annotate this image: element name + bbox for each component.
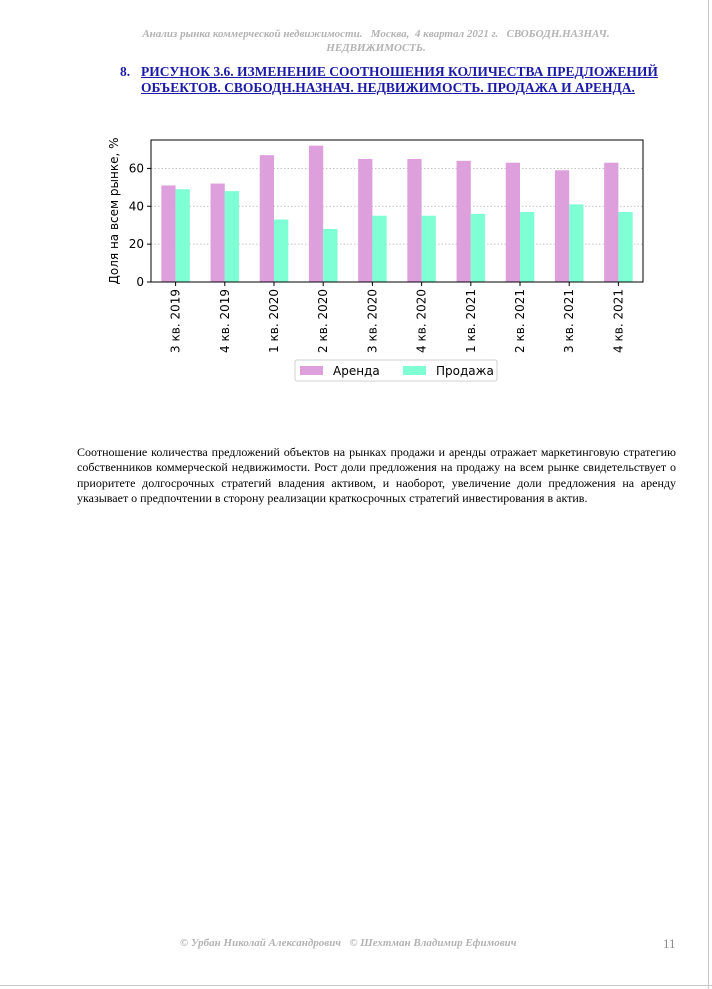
x-tick-label: 2 кв. 2020 bbox=[316, 289, 331, 353]
bar-prodazha bbox=[372, 216, 386, 282]
bar-arenda bbox=[161, 185, 175, 282]
bar-arenda bbox=[457, 161, 471, 282]
bar-prodazha bbox=[520, 212, 534, 282]
x-tick-label: 3 кв. 2019 bbox=[168, 289, 183, 353]
chart bbox=[100, 130, 660, 390]
y-tick-label: 60 bbox=[128, 161, 144, 176]
figure-heading bbox=[120, 64, 660, 96]
x-tick-label: 4 кв. 2020 bbox=[414, 289, 429, 353]
bar-arenda bbox=[555, 170, 569, 282]
legend-label-prodazha: Продажа bbox=[436, 364, 494, 378]
bar-prodazha bbox=[569, 204, 583, 282]
figure-title: РИСУНОК 3.6. ИЗМЕНЕНИЕ СООТНОШЕНИЯ КОЛИЧЕСТВА ПРЕДЛОЖЕНИЙ ОБЪЕКТОВ. СВОБОДН.НАЗНАЧ. НЕДВИЖИМОСТЬ. ПРОДАЖА И АРЕНДА. bbox=[141, 64, 658, 95]
x-tick-label: 2 кв. 2021 bbox=[513, 289, 527, 353]
figure-number: 8. bbox=[120, 64, 131, 79]
bar-arenda bbox=[506, 163, 520, 282]
bar-arenda bbox=[309, 146, 323, 282]
legend-swatch-prodazha bbox=[403, 366, 426, 375]
page-header-line2: НЕДВИЖИМОСТЬ. bbox=[326, 42, 426, 54]
bar-arenda bbox=[604, 163, 618, 282]
page-header bbox=[100, 27, 652, 55]
bar-arenda bbox=[358, 159, 372, 282]
bar-prodazha bbox=[274, 220, 288, 282]
page-header-line1: Анализ рынка коммерческой недвижимости. Москва, 4 квартал 2021 г. СВОБОДН.НАЗНАЧ. bbox=[142, 28, 610, 40]
page-footer: © Урбан Николай Александрович © Шехтман Владимир Ефимович bbox=[180, 937, 517, 949]
x-tick-label: 3 кв. 2021 bbox=[562, 289, 577, 353]
y-axis-label: Доля на всем рынке, % bbox=[107, 137, 121, 285]
bar-prodazha bbox=[471, 214, 485, 282]
bar-prodazha bbox=[225, 191, 239, 282]
x-tick-label: 1 кв. 2020 bbox=[267, 289, 281, 353]
bar-arenda bbox=[211, 184, 225, 282]
bar-prodazha bbox=[618, 212, 632, 282]
y-tick-label: 0 bbox=[136, 275, 144, 289]
x-tick-label: 4 кв. 2019 bbox=[217, 289, 232, 353]
y-tick-label: 20 bbox=[128, 237, 144, 252]
page-edge-bottom bbox=[0, 985, 712, 986]
page-number: 11 bbox=[663, 936, 676, 951]
bar-prodazha bbox=[422, 216, 436, 282]
body-paragraph: Соотношение количества предложений объектов на рынках продажи и аренды отражает маркетинговую стратегию собственников коммерческой недвижимости. Рост доли предложения на продажу на всем рынке свидетельствует о приоритете долгосрочных стратегий владения активом, и наоборот, увеличение доли предложения на аренду указывает о предпочтении в сторону реализации краткосрочных стратегий инвестирования в актив. bbox=[77, 445, 676, 506]
x-tick-label: 4 кв. 2021 bbox=[611, 289, 626, 353]
legend-label-arenda: Аренда bbox=[333, 364, 380, 378]
x-tick-label: 3 кв. 2020 bbox=[365, 289, 380, 353]
bar-prodazha bbox=[176, 189, 190, 282]
page-edge-right bbox=[708, 0, 709, 989]
bar-arenda bbox=[260, 155, 274, 282]
y-tick-label: 40 bbox=[128, 199, 144, 214]
legend-swatch-arenda bbox=[300, 366, 323, 375]
bar-chart-svg bbox=[100, 130, 660, 390]
bar-prodazha bbox=[323, 229, 337, 282]
bar-arenda bbox=[407, 159, 421, 282]
x-tick-label: 1 кв. 2021 bbox=[463, 289, 478, 353]
